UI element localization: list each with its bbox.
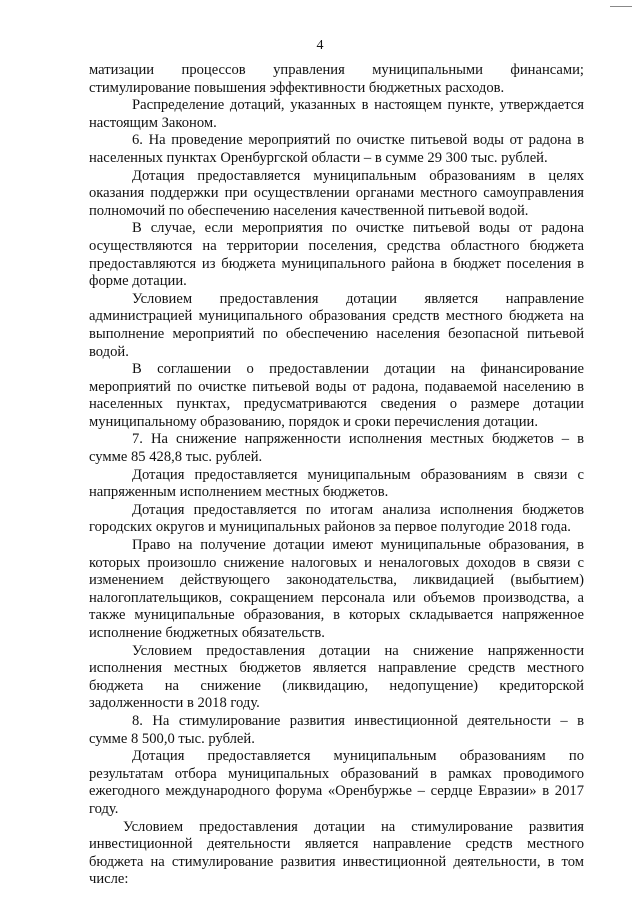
corner-scan-mark [610, 0, 632, 7]
paragraph-item-7-eligibility: Право на получение дотации имеют муниципальные образования, в которых произошло снижение налоговых и неналоговых доходов в связи с изменением действующего законодательства, ликвидацией (выбытием) налогоплательщиков, сокращением персонала или объемов производства, а также муниципальные образования, в которых складывается напряженное исполнение бюджетных обязательств. [89, 537, 584, 641]
paragraph-continuation: матизации процессов управления муниципальными финансами; стимулирование повышения эффективности бюджетных расходов. [89, 62, 584, 96]
paragraph-item-7-condition: Условием предоставления дотации на снижение напряженности исполнения местных бюджетов является направление средств местного бюджета на снижение (ликвидацию, недопущение) кредиторской задолженности в 2018 году. [89, 642, 584, 712]
paragraph-item-7-analysis: Дотация предоставляется по итогам анализа исполнения бюджетов городских округов и муниципальных районов за первое полугодие 2018 года. [89, 501, 584, 536]
paragraph-item-7: 7. На снижение напряженности исполнения местных бюджетов – в сумме 85 428,8 тыс. рублей. [89, 431, 584, 466]
paragraph-item-7-purpose: Дотация предоставляется муниципальным образованиям в связи с напряженным исполнением местных бюджетов. [89, 466, 584, 501]
page-number: 4 [316, 38, 324, 53]
paragraph-item-8-condition: Условием предоставления дотации на стимулирование развития инвестиционной деятельности является направление средств местного бюджета на стимулирование развития инвестиционной деятельности, в том числе: [89, 818, 584, 888]
paragraph-item-8-purpose: Дотация предоставляется муниципальным образованиям по результатам отбора муниципальных образований в рамках проводимого ежегодного международного форума «Оренбуржье – сердце Евразии» в 2017 году. [89, 748, 584, 817]
paragraph-distribution: Распределение дотаций, указанных в настоящем пункте, утверждается настоящим Законом. [89, 97, 584, 131]
paragraph-item-6-agreement: В соглашении о предоставлении дотации на финансирование мероприятий по очистке питьевой воды от радона, подаваемой населению в населенных пунктах, предусматриваются сведения о размере дотации муниципальному образованию, порядок и сроки перечисления дотации. [89, 361, 584, 430]
paragraph-item-6-settlement: В случае, если мероприятия по очистке питьевой воды от радона осуществляются на территории поселения, средства областного бюджета предоставляются из бюджета муниципального района в бюджет поселения в форме дотации. [89, 220, 584, 290]
paragraph-item-6-purpose: Дотация предоставляется муниципальным образованиям в целях оказания поддержки при осуществлении органами местного самоуправления полномочий по обеспечению населения качественной питьевой водой. [89, 167, 584, 219]
paragraph-item-8: 8. На стимулирование развития инвестиционной деятельности – в сумме 8 500,0 тыс. рублей. [89, 712, 584, 747]
document-body [89, 62, 584, 889]
paragraph-item-6-condition: Условием предоставления дотации является направление администрацией муниципального образования средств местного бюджета на выполнение мероприятий по обеспечению населения безопасной питьевой водой. [89, 290, 584, 360]
paragraph-item-6: 6. На проведение мероприятий по очистке питьевой воды от радона в населенных пунктах Оренбургской области – в сумме 29 300 тыс. рублей. [89, 132, 584, 166]
